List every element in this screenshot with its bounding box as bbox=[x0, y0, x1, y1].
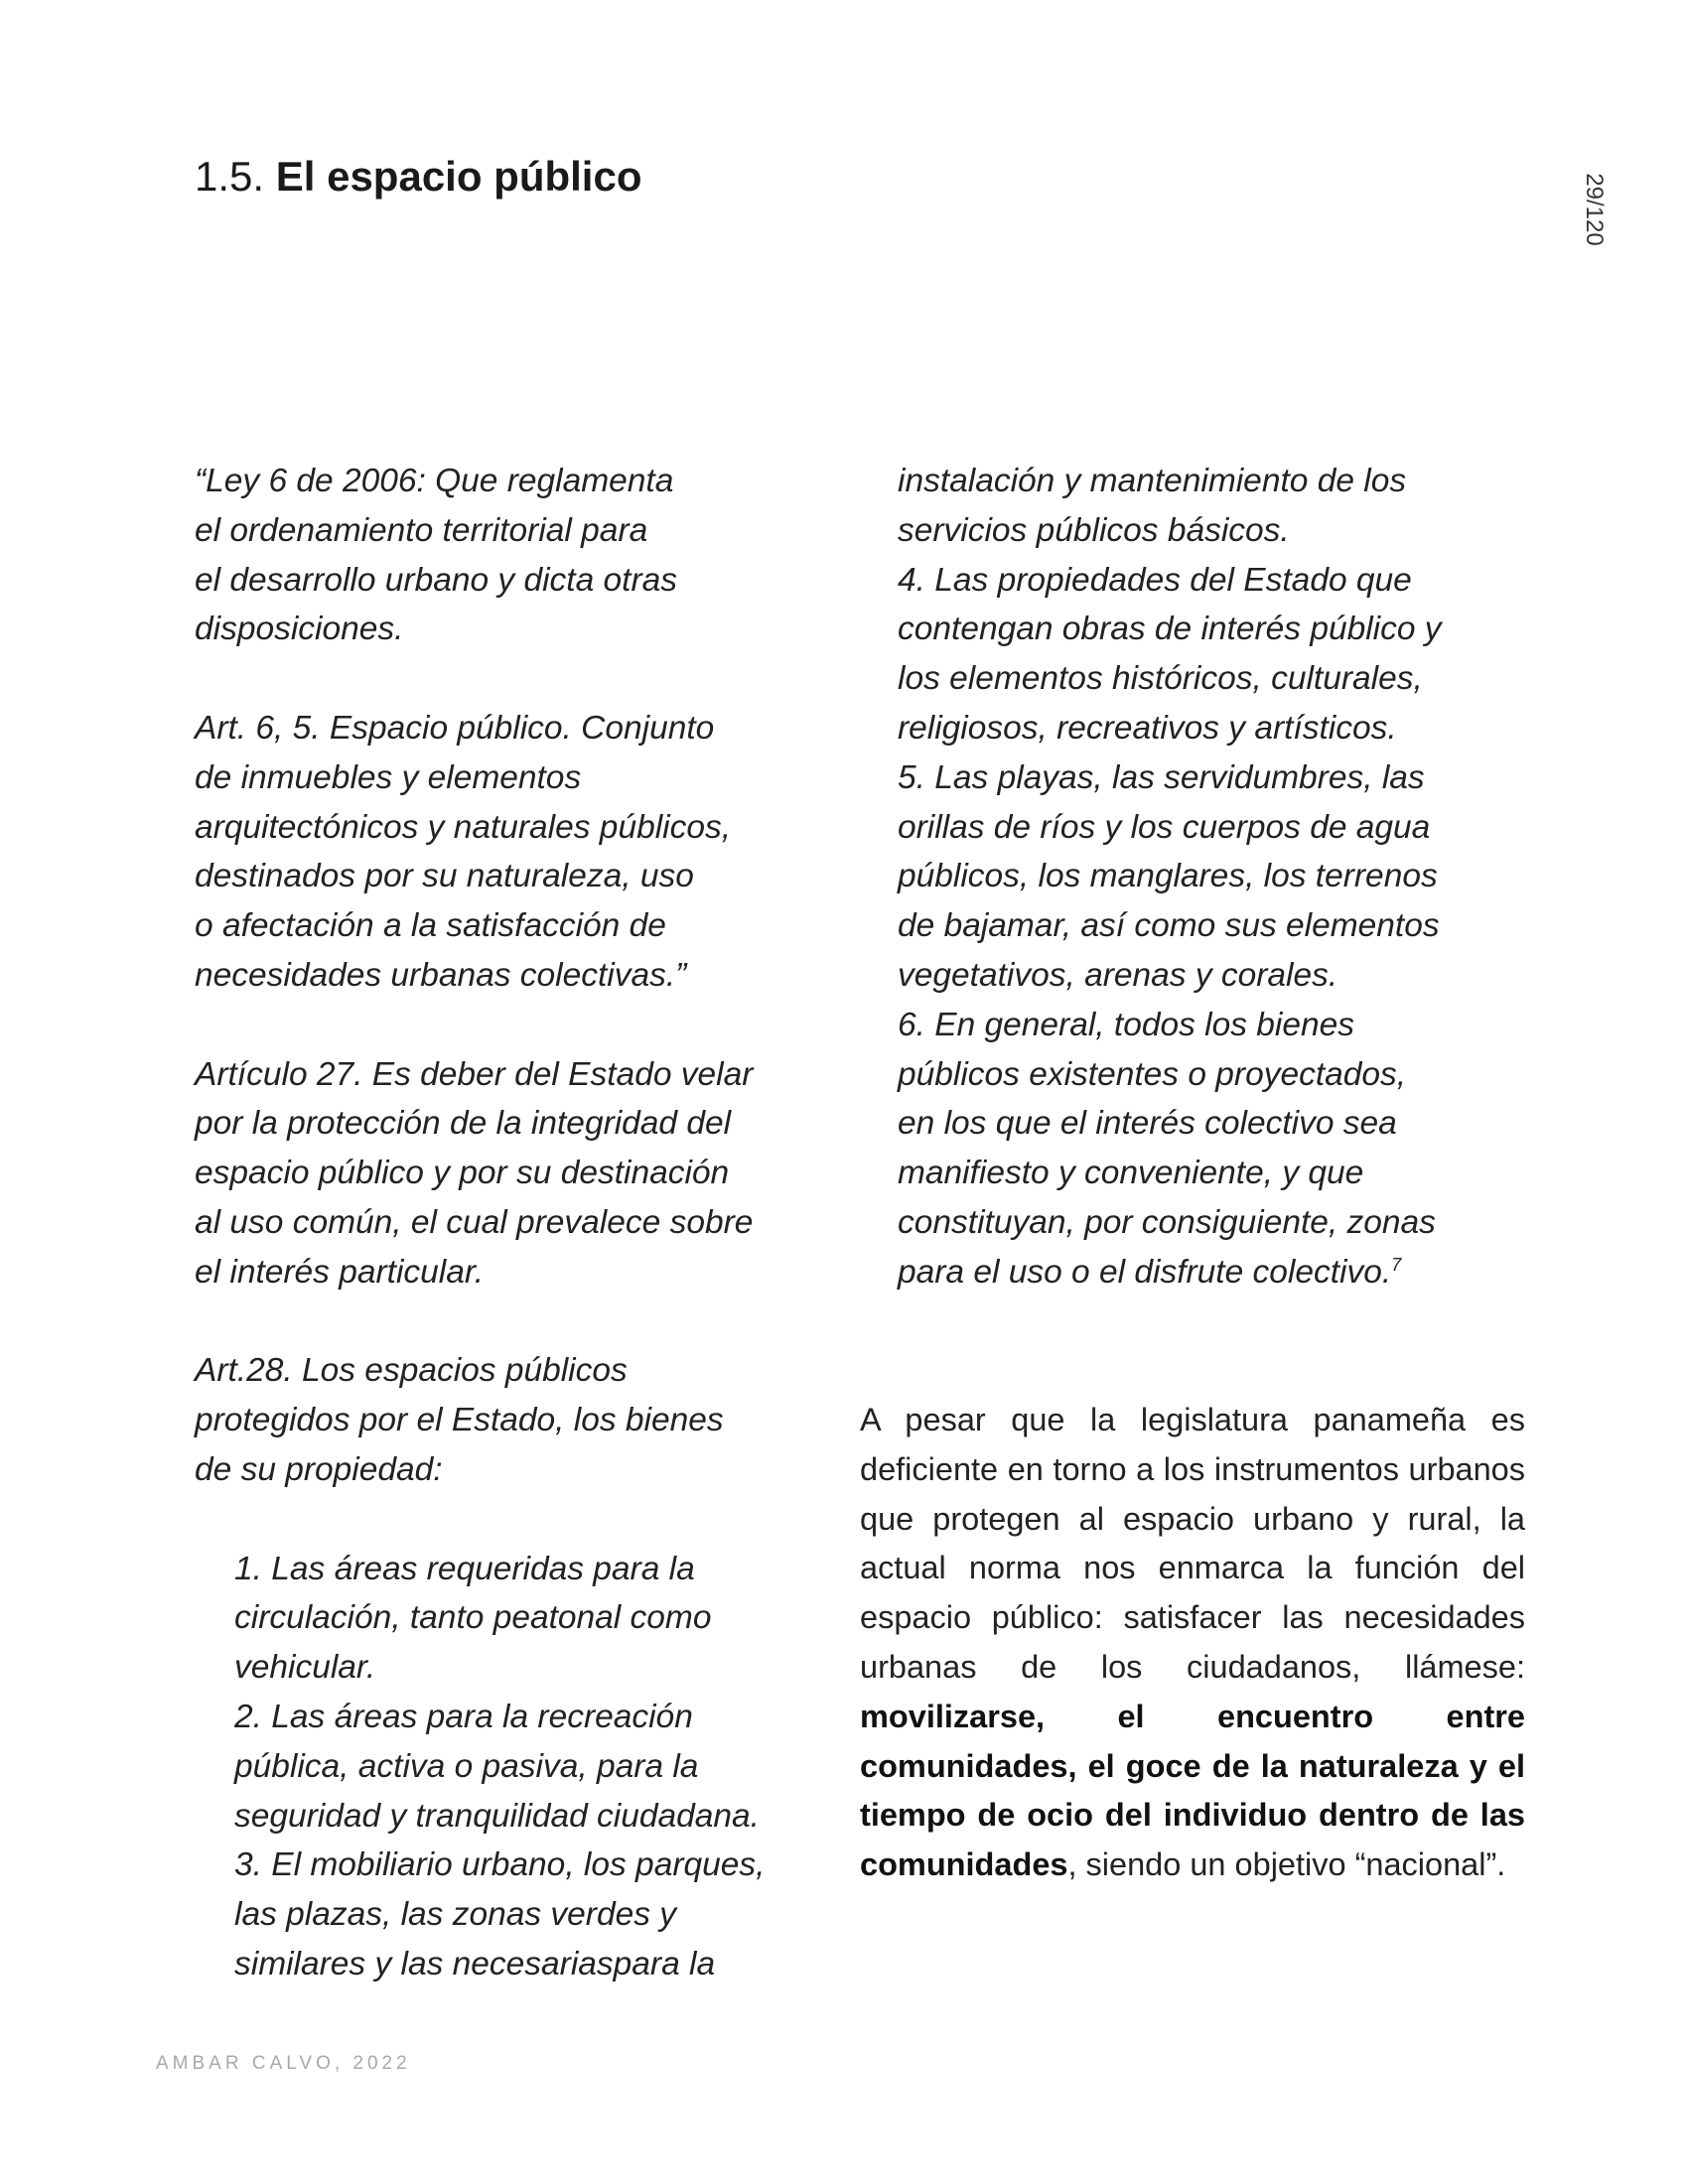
list-line: circulación, tanto peatonal como bbox=[234, 1599, 712, 1637]
text-line: Art.28. Los espacios públicos bbox=[195, 1352, 628, 1390]
list-line: 5. Las playas, las servidumbres, las bbox=[898, 758, 1425, 796]
text-line: disposiciones. bbox=[195, 611, 404, 648]
list-line: servicios públicos básicos. bbox=[898, 511, 1290, 549]
section-heading bbox=[195, 147, 642, 206]
list-line: 1. Las áreas requeridas para la bbox=[234, 1550, 695, 1587]
left-column bbox=[195, 457, 830, 1989]
text-line: Artículo 27. Es deber del Estado velar bbox=[195, 1055, 754, 1093]
text-line: al uso común, el cual prevalece sobre bbox=[195, 1203, 754, 1241]
article-28-list-continued bbox=[898, 457, 1533, 1297]
list-line: constituyan, por consiguiente, zonas bbox=[898, 1203, 1436, 1241]
list-line: las plazas, las zonas verdes y bbox=[234, 1896, 677, 1934]
list-line: públicos, los manglares, los terrenos bbox=[898, 858, 1438, 895]
list-last-line: para el uso o el disfrute colectivo. bbox=[898, 1253, 1392, 1291]
list-line: de bajamar, así como sus elementos bbox=[898, 907, 1440, 945]
text-line: de inmuebles y elementos bbox=[195, 758, 582, 796]
text-line: espacio público y por su destinación bbox=[195, 1155, 730, 1192]
list-line: 6. En general, todos los bienes bbox=[898, 1006, 1355, 1043]
list-line: públicos existentes o proyectados, bbox=[898, 1055, 1407, 1093]
text-line: arquitectónicos y naturales públicos, bbox=[195, 808, 732, 846]
list-line: instalación y mantenimiento de los bbox=[898, 463, 1407, 499]
text-line: por la protección de la integridad del bbox=[195, 1105, 732, 1143]
list-line: vegetativos, arenas y corales. bbox=[898, 956, 1338, 994]
list-line bbox=[898, 1248, 1533, 1297]
law-quote-definition bbox=[195, 704, 830, 1001]
list-line: 4. Las propiedades del Estado que bbox=[898, 561, 1412, 599]
list-line: orillas de ríos y los cuerpos de agua bbox=[898, 808, 1431, 846]
section-title: El espacio público bbox=[275, 153, 642, 200]
list-line: 3. El mobiliario urbano, los parques, bbox=[234, 1846, 766, 1884]
body-paragraph bbox=[860, 1396, 1525, 1890]
list-line: religiosos, recreativos y artísticos. bbox=[898, 709, 1397, 747]
body-intro: A pesar que la legislatura panameña es deficiente en torno a los instrumentos urbanos que protegen al espacio urbano y rural, la actual norma nos enmarca la función del espacio público: satisfacer las necesidades urbanas de los ciudadanos, llámese: bbox=[860, 1402, 1525, 1685]
article-28-list bbox=[195, 1545, 830, 1989]
law-quote-intro bbox=[195, 457, 830, 654]
body-outro: , siendo un objetivo “nacional”. bbox=[1067, 1846, 1506, 1883]
list-line: en los que el interés colectivo sea bbox=[898, 1105, 1397, 1143]
list-line: 2. Las áreas para la recreación bbox=[234, 1698, 693, 1735]
footnote-reference[interactable]: 7 bbox=[1391, 1254, 1402, 1275]
text-line: el interés particular. bbox=[195, 1253, 485, 1291]
page-number: 29/120 bbox=[1581, 173, 1608, 246]
list-line: contengan obras de interés público y bbox=[898, 611, 1442, 648]
text-line: protegidos por el Estado, los bienes bbox=[195, 1402, 724, 1439]
section-number: 1.5. bbox=[195, 153, 265, 200]
list-line: los elementos históricos, culturales, bbox=[898, 660, 1423, 698]
text-line: “Ley 6 de 2006: Que reglamenta bbox=[195, 463, 674, 499]
right-column bbox=[898, 457, 1533, 1297]
list-line: manifiesto y conveniente, y que bbox=[898, 1155, 1364, 1192]
article-27 bbox=[195, 1050, 830, 1297]
list-line: vehicular. bbox=[234, 1649, 376, 1687]
text-line: el desarrollo urbano y dicta otras bbox=[195, 561, 678, 599]
text-line: necesidades urbanas colectivas.” bbox=[195, 956, 687, 994]
text-line: destinados por su naturaleza, uso bbox=[195, 858, 694, 895]
list-line: pública, activa o pasiva, para la bbox=[234, 1747, 699, 1785]
article-28 bbox=[195, 1346, 830, 1494]
text-line: de su propiedad: bbox=[195, 1450, 443, 1488]
body-emphasis: movilizarse, el encuentro entre comunidades, el goce de la naturaleza y el tiempo de ocio del individuo dentro de las comunidades bbox=[860, 1698, 1525, 1883]
text-line: el ordenamiento territorial para bbox=[195, 511, 648, 549]
text-line: Art. 6, 5. Espacio público. Conjunto bbox=[195, 709, 715, 747]
footer-author: AMBAR CALVO, 2022 bbox=[156, 2053, 411, 2074]
text-line: o afectación a la satisfacción de bbox=[195, 907, 666, 945]
list-line: similares y las necesariaspara la bbox=[234, 1945, 716, 1982]
list-line: seguridad y tranquilidad ciudadana. bbox=[234, 1797, 760, 1835]
